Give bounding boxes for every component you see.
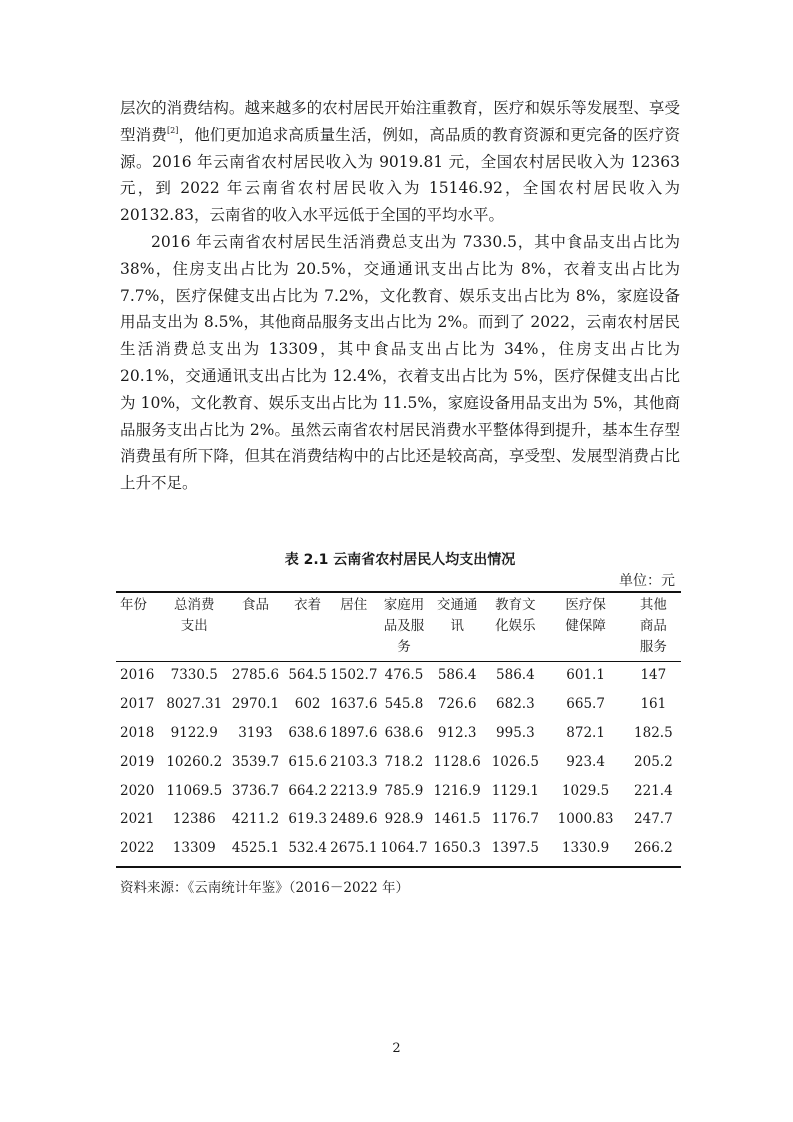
column-header bbox=[287, 595, 329, 661]
value-cell: 615.6 bbox=[288, 753, 327, 770]
value-cell: 2213.9 bbox=[330, 782, 378, 799]
table-source: 资料来源：《云南统计年鉴》（2016－2022 年） bbox=[120, 880, 410, 896]
value-cell: 1000.83 bbox=[557, 811, 614, 828]
column-header bbox=[545, 595, 625, 661]
value-cell: 476.5 bbox=[384, 667, 424, 684]
value-cell: 2785.6 bbox=[231, 667, 280, 684]
value-cell: 872.1 bbox=[566, 724, 605, 741]
table-row bbox=[116, 661, 681, 690]
column-header-line: 年份 bbox=[120, 597, 147, 613]
year-cell: 2016 bbox=[120, 667, 155, 684]
column-header-line: 讯 bbox=[450, 618, 464, 634]
year-cell: 2021 bbox=[120, 811, 155, 828]
value-cell: 205.2 bbox=[634, 753, 673, 770]
value-cell: 3539.7 bbox=[231, 753, 280, 770]
column-header bbox=[116, 595, 164, 661]
value-cell: 11069.5 bbox=[166, 782, 223, 799]
value-cell: 923.4 bbox=[566, 753, 605, 770]
value-cell: 161 bbox=[640, 696, 667, 713]
value-cell: 7330.5 bbox=[170, 667, 218, 684]
value-cell: 532.4 bbox=[288, 840, 327, 857]
value-cell: 665.7 bbox=[566, 696, 605, 713]
paragraph-1 bbox=[120, 95, 680, 229]
value-cell: 247.7 bbox=[634, 811, 673, 828]
year-cell: 2022 bbox=[120, 840, 155, 857]
column-header-line: 务 bbox=[397, 639, 411, 655]
column-header bbox=[329, 595, 379, 661]
column-header-line: 总消费 bbox=[174, 597, 215, 613]
column-header-line: 衣着 bbox=[294, 597, 322, 613]
body-text bbox=[120, 95, 680, 497]
table-row bbox=[116, 776, 681, 805]
value-cell: 9122.9 bbox=[170, 724, 218, 741]
value-cell: 586.4 bbox=[437, 667, 477, 684]
value-cell: 995.3 bbox=[496, 724, 535, 741]
table-bottom-rule bbox=[116, 866, 681, 868]
value-cell: 545.8 bbox=[384, 696, 424, 713]
paragraph-1-text-a: 层次的消费结构。越来越多的农村居民开始注重教育，医疗和娱乐等发展型、享受型消费 bbox=[120, 99, 680, 144]
column-header-line: 健保障 bbox=[565, 618, 606, 634]
year-cell: 2020 bbox=[120, 782, 155, 799]
value-cell: 182.5 bbox=[634, 724, 673, 741]
value-cell: 3736.7 bbox=[231, 782, 280, 799]
page-number: 2 bbox=[392, 1041, 401, 1056]
value-cell: 2489.6 bbox=[330, 811, 378, 828]
value-cell: 1029.5 bbox=[561, 782, 610, 799]
paragraph-1-text-b: ，他们更加追求高质量生活，例如，高品质的教育资源和更完备的医疗资源。2016 年云南省农村居民收入为 9019.81 元，全国农村居民收入为 12363 元，到 2022 年云南省农村居民收入为 15146.92，全国农村居民收入为 20132.83，云南省的收入水平远低于全国的平均水平。 bbox=[120, 125, 680, 225]
value-cell: 602 bbox=[294, 696, 321, 713]
value-cell: 1129.1 bbox=[491, 782, 539, 799]
value-cell: 682.3 bbox=[496, 696, 535, 713]
value-cell: 12386 bbox=[172, 811, 216, 828]
value-cell: 1637.6 bbox=[330, 696, 378, 713]
table-row bbox=[116, 747, 681, 776]
value-cell: 586.4 bbox=[496, 667, 535, 684]
column-header bbox=[485, 595, 545, 661]
year-cell: 2018 bbox=[120, 724, 155, 741]
value-cell: 221.4 bbox=[634, 782, 673, 799]
column-header bbox=[429, 595, 485, 661]
value-cell: 266.2 bbox=[634, 840, 673, 857]
table-row bbox=[116, 690, 681, 719]
column-header bbox=[164, 595, 224, 661]
column-header-line: 医疗保 bbox=[565, 597, 606, 613]
value-cell: 4525.1 bbox=[231, 840, 280, 857]
value-cell: 2103.3 bbox=[330, 753, 378, 770]
value-cell: 1176.7 bbox=[491, 811, 539, 828]
table-top-rule bbox=[116, 591, 681, 593]
value-cell: 2675.1 bbox=[330, 840, 378, 857]
value-cell: 1502.7 bbox=[330, 667, 378, 684]
table-unit: 单位：元 bbox=[619, 573, 675, 589]
column-header-line: 交通通 bbox=[436, 597, 478, 613]
value-cell: 2970.1 bbox=[231, 696, 280, 713]
expenditure-table bbox=[116, 595, 681, 863]
value-cell: 13309 bbox=[172, 840, 216, 857]
value-cell: 1397.5 bbox=[491, 840, 539, 857]
value-cell: 638.6 bbox=[288, 724, 327, 741]
table-row bbox=[116, 719, 681, 748]
value-cell: 638.6 bbox=[384, 724, 424, 741]
value-cell: 3193 bbox=[238, 724, 273, 741]
value-cell: 1330.9 bbox=[561, 840, 610, 857]
table-row bbox=[116, 805, 681, 834]
column-header bbox=[626, 595, 681, 661]
column-header-line: 居住 bbox=[340, 597, 368, 613]
table-header-row bbox=[116, 595, 681, 661]
value-cell: 1650.3 bbox=[433, 840, 481, 857]
value-cell: 1026.5 bbox=[491, 753, 539, 770]
value-cell: 726.6 bbox=[437, 696, 477, 713]
column-header-line: 其他 bbox=[639, 597, 667, 613]
value-cell: 1216.9 bbox=[433, 782, 481, 799]
value-cell: 785.9 bbox=[384, 782, 424, 799]
value-cell: 1897.6 bbox=[330, 724, 378, 741]
value-cell: 1128.6 bbox=[433, 753, 481, 770]
column-header-line: 商品 bbox=[639, 618, 667, 634]
column-header-line: 食品 bbox=[241, 597, 269, 613]
value-cell: 147 bbox=[640, 667, 667, 684]
value-cell: 912.3 bbox=[437, 724, 477, 741]
value-cell: 718.2 bbox=[384, 753, 424, 770]
citation-ref: [2] bbox=[167, 125, 179, 135]
column-header bbox=[379, 595, 429, 661]
value-cell: 564.5 bbox=[288, 667, 327, 684]
column-header-line: 教育文 bbox=[495, 597, 536, 613]
table-row bbox=[116, 834, 681, 863]
column-header-line: 服务 bbox=[639, 639, 667, 655]
column-header-line: 家庭用 bbox=[383, 597, 425, 613]
table-caption: 表 2.1 云南省农村居民人均支出情况 bbox=[284, 552, 516, 568]
value-cell: 1461.5 bbox=[433, 811, 481, 828]
value-cell: 601.1 bbox=[566, 667, 605, 684]
value-cell: 8027.31 bbox=[166, 696, 223, 713]
year-cell: 2019 bbox=[120, 753, 155, 770]
column-header bbox=[224, 595, 286, 661]
paragraph-2: 2016 年云南省农村居民生活消费总支出为 7330.5，其中食品支出占比为 38%，住房支出占比为 20.5%，交通通讯支出占比为 8%，衣着支出占比为 7.7%，医疗保健支出占比为 7.2%，文化教育、娱乐支出占比为 8%，家庭设备用品支出为 8.5%，其他商品服务支出占比为 2%。而到了 2022，云南农村居民生活消费总支出为 13309，其中食品支出占比为 34%，住房支出占比为 20.1%，交通通讯支出占比为 12.4%，衣着支出占比为 5%，医疗保健支出占比为 10%，文化教育、娱乐支出占比为 11.5%，家庭设备用品支出为 5%，其他商品服务支出占比为 2%。虽然云南省农村居民消费水平整体得到提升，基本生存型消费虽有所下降，但其在消费结构中的占比还是较高高，享受型、发展型消费占比上升不足。 bbox=[120, 232, 680, 493]
value-cell: 619.3 bbox=[288, 811, 327, 828]
value-cell: 928.9 bbox=[384, 811, 424, 828]
column-header-line: 品及服 bbox=[383, 618, 425, 634]
value-cell: 664.2 bbox=[288, 782, 327, 799]
column-header-line: 支出 bbox=[180, 618, 208, 634]
column-header-line: 化娱乐 bbox=[495, 618, 536, 634]
value-cell: 10260.2 bbox=[166, 753, 223, 770]
value-cell: 1064.7 bbox=[380, 840, 428, 857]
year-cell: 2017 bbox=[120, 696, 155, 713]
value-cell: 4211.2 bbox=[231, 811, 280, 828]
